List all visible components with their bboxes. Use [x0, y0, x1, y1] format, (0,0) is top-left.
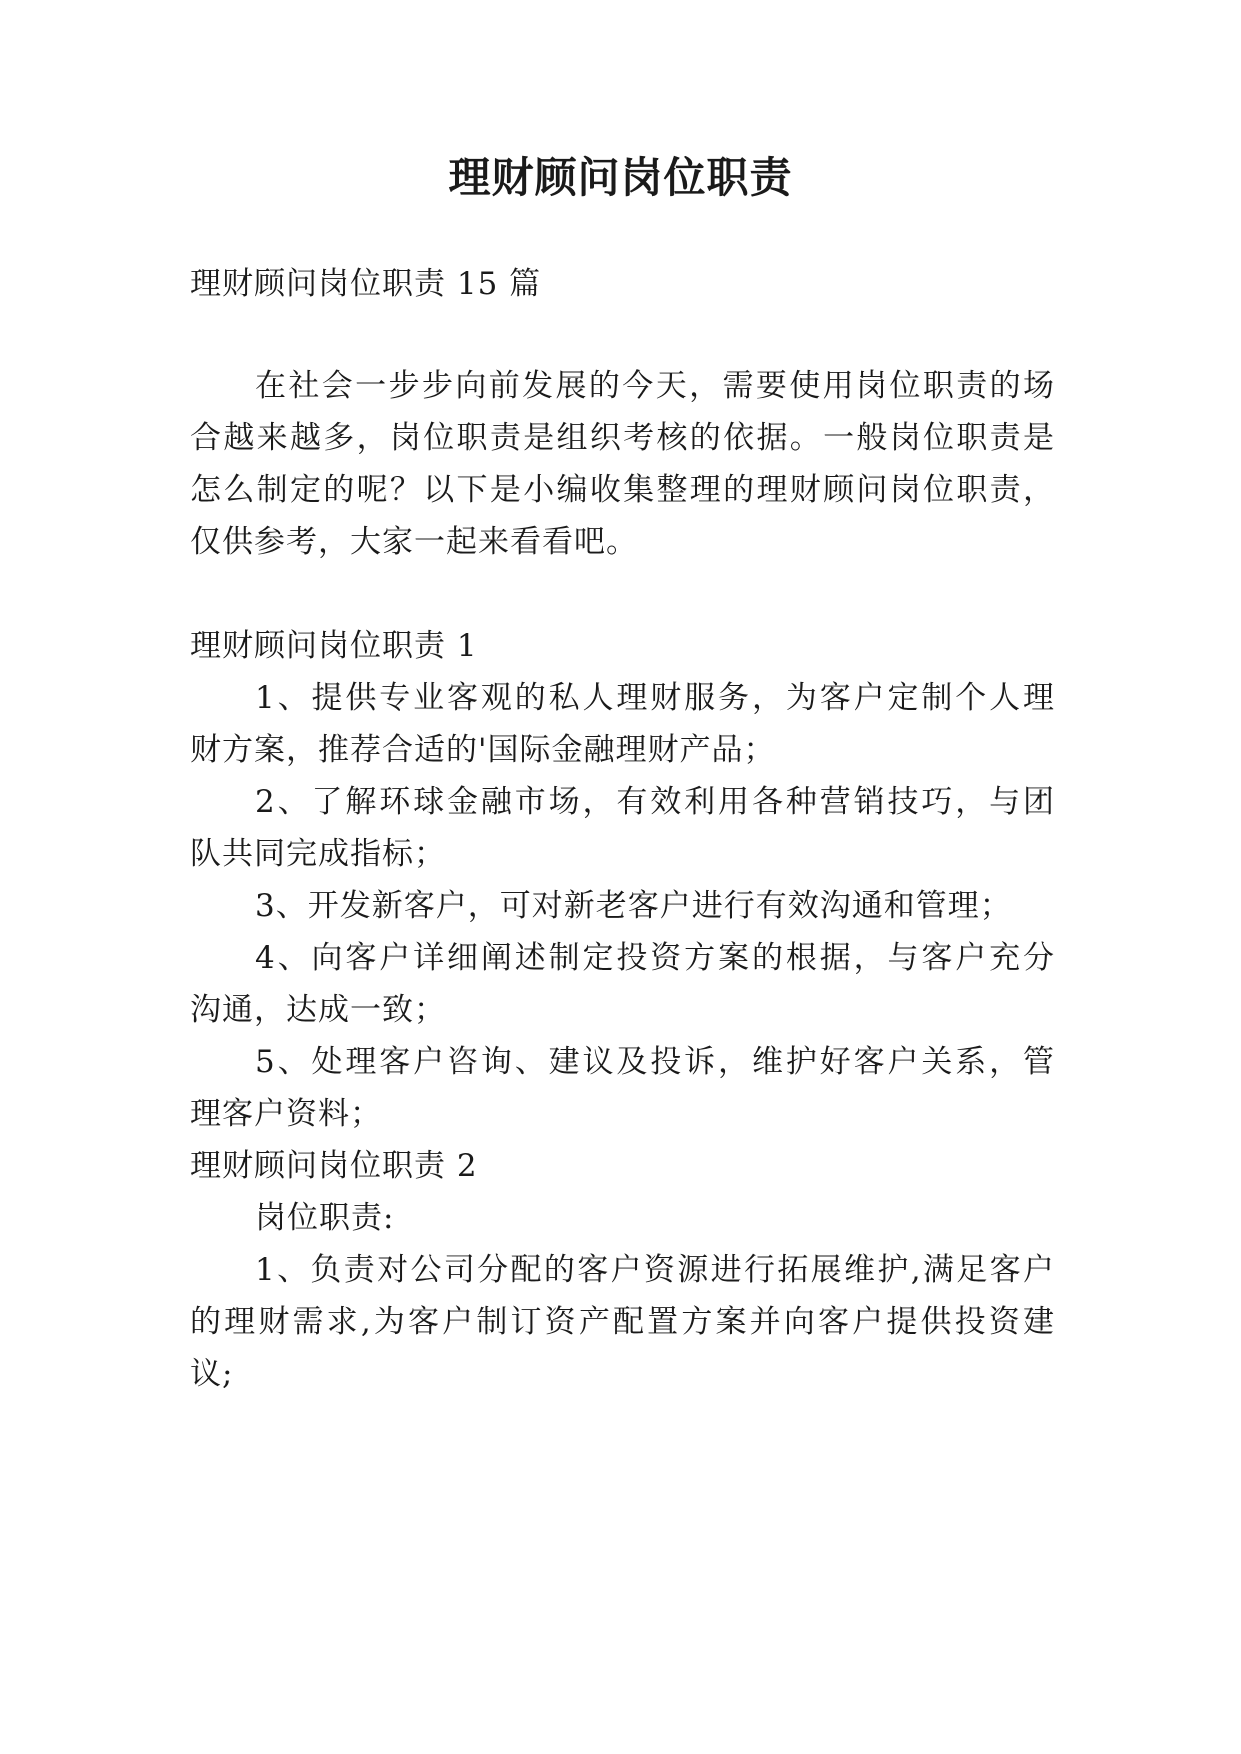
section1-line-3: 2、了解环球金融市场，有效利用各种营销技巧，与团 — [255, 784, 1055, 820]
intro-line-1: 在社会一步步向前发展的今天，需要使用岗位职责的场 — [255, 368, 1055, 404]
section1-line-1: 1、提供专业客观的私人理财服务，为客户定制个人理 — [255, 680, 1055, 716]
intro-line-2: 合越来越多，岗位职责是组织考核的依据。一般岗位职责是 — [190, 420, 1055, 456]
section-heading-2: 理财顾问岗位职责 2 — [190, 1148, 478, 1184]
document-title: 理财顾问岗位职责 — [448, 153, 793, 202]
section-heading-1: 理财顾问岗位职责 1 — [190, 628, 478, 664]
section1-line-9: 理客户资料； — [190, 1096, 382, 1132]
intro-line-4: 仅供参考，大家一起来看看吧。 — [190, 524, 638, 560]
section1-line-4: 队共同完成指标； — [190, 836, 446, 872]
section1-line-6: 4、向客户详细阐述制定投资方案的根据，与客户充分 — [255, 940, 1055, 976]
section1-line-8: 5、处理客户咨询、建议及投诉，维护好客户关系，管 — [255, 1044, 1055, 1080]
section2-line-3: 的理财需求,为客户制订资产配置方案并向客户提供投资建 — [190, 1304, 1055, 1340]
section2-line-1: 岗位职责: — [255, 1200, 395, 1236]
intro-line-3: 怎么制定的呢？以下是小编收集整理的理财顾问岗位职责， — [190, 472, 1055, 508]
section2-line-4: 议; — [190, 1356, 234, 1392]
section1-line-5: 3、开发新客户，可对新老客户进行有效沟通和管理； — [255, 888, 1012, 924]
section2-line-2: 1、负责对公司分配的客户资源进行拓展维护,满足客户 — [255, 1252, 1055, 1288]
document-subtitle: 理财顾问岗位职责 15 篇 — [190, 266, 542, 302]
section1-line-2: 财方案，推荐合适的'国际金融理财产品； — [190, 732, 776, 768]
section1-line-7: 沟通，达成一致； — [190, 992, 446, 1028]
